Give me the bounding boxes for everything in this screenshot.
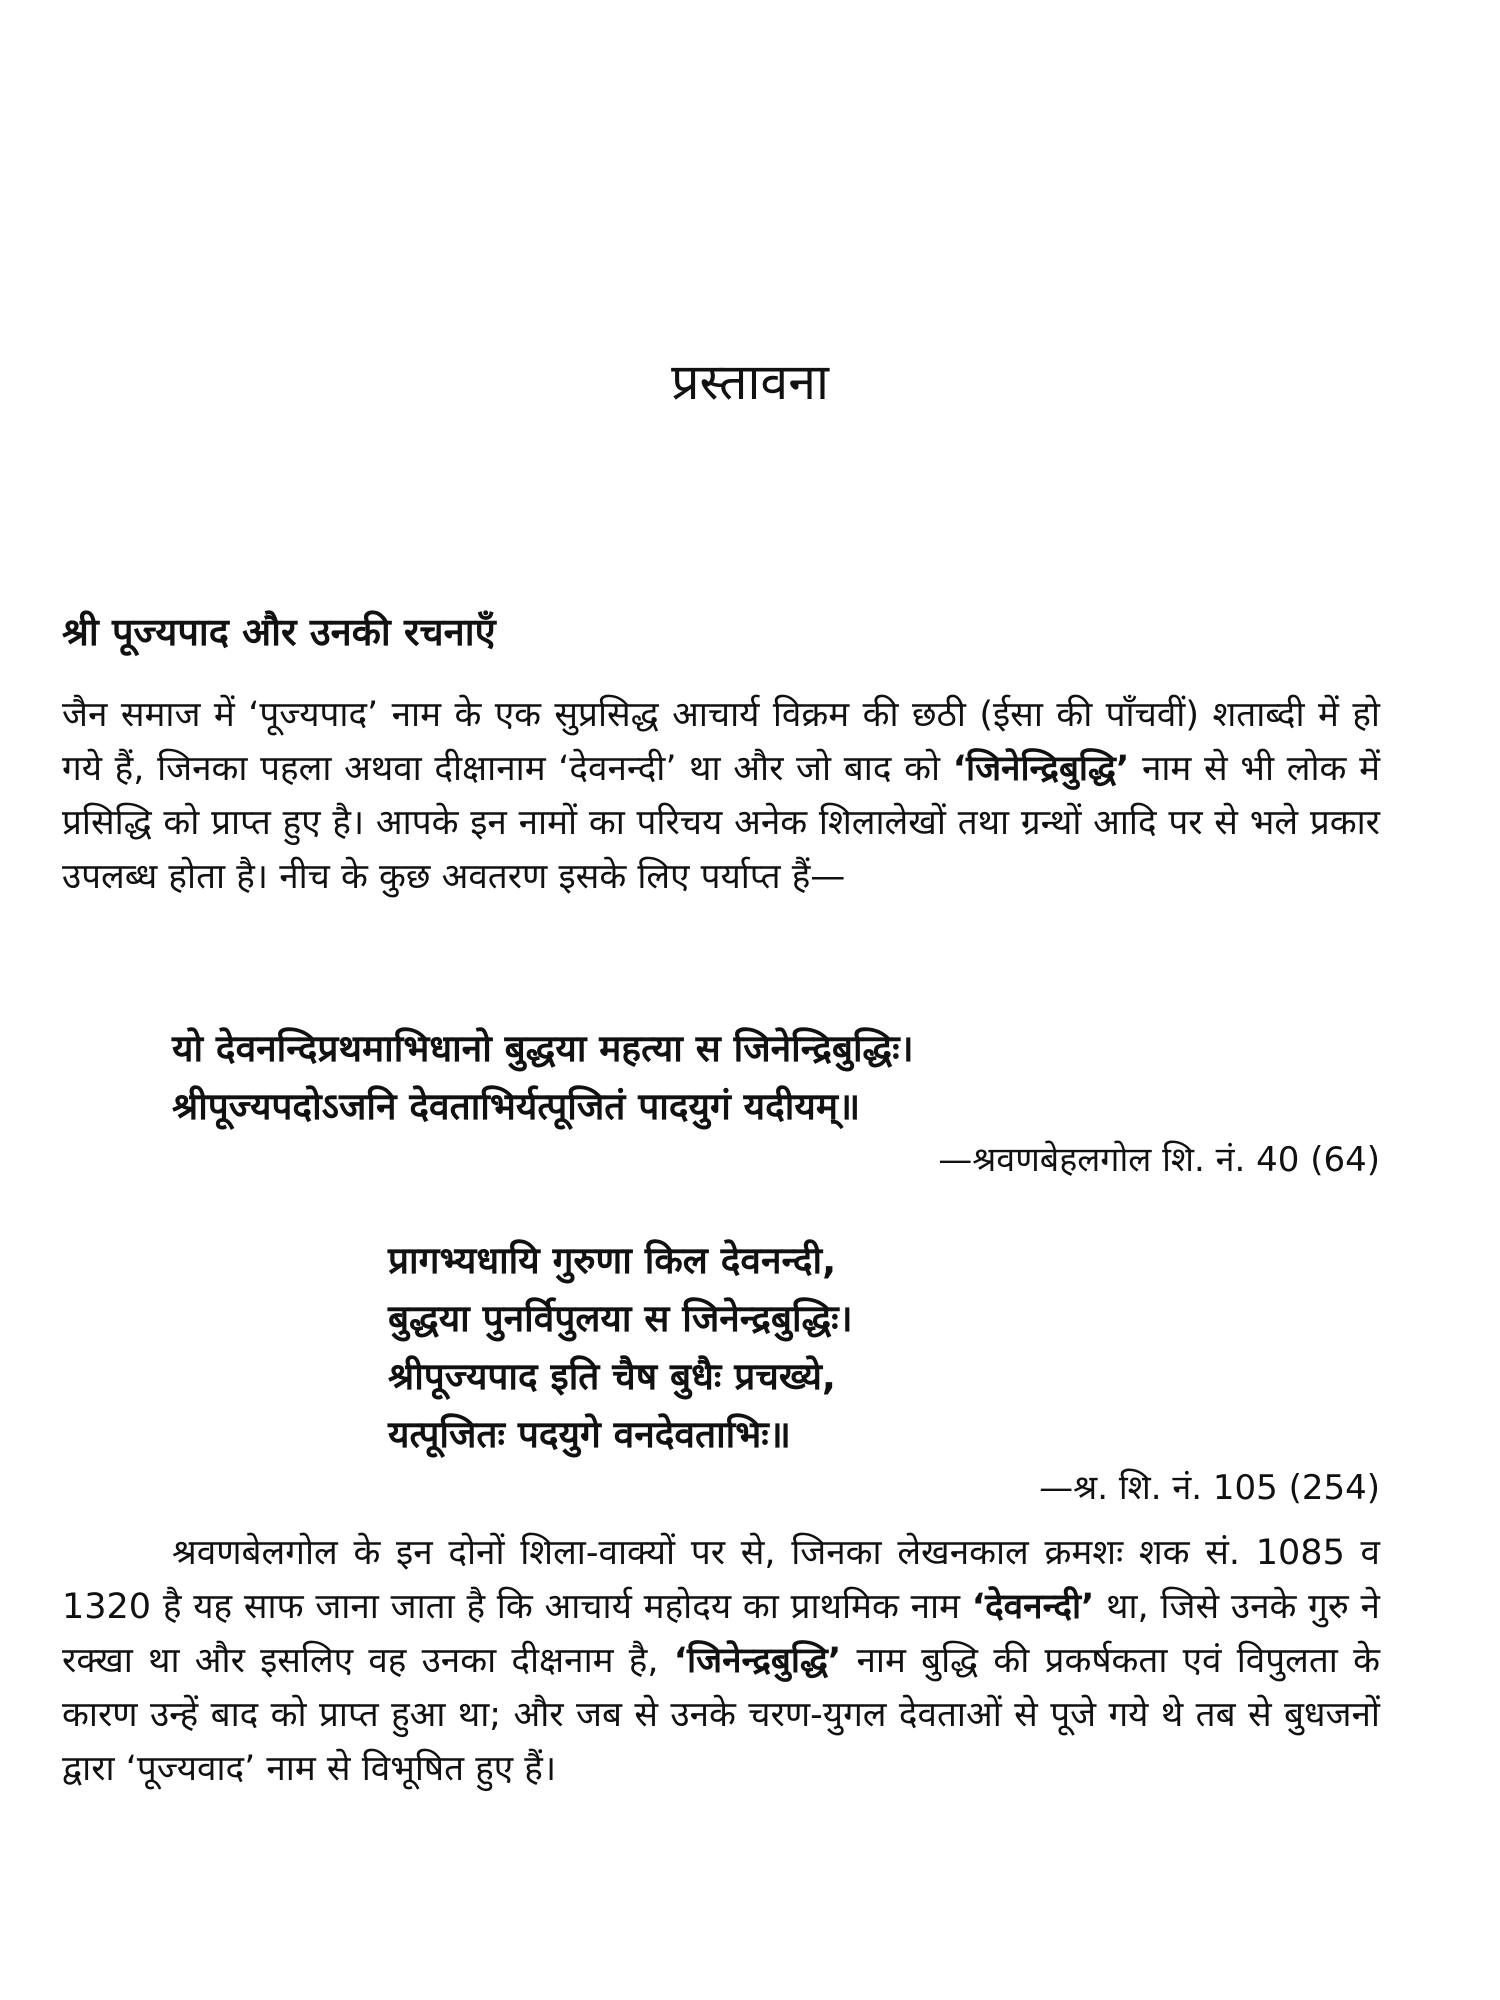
verse-line: श्रीपूज्यपाद इति चैष बुधैः प्रचख्ये, — [388, 1355, 836, 1398]
verse-citation: —श्र. शि. नं. 105 (254) — [1039, 1468, 1380, 1508]
analysis-paragraph — [62, 1526, 1380, 1796]
bold-name: ‘देवनन्दी’ — [971, 1587, 1095, 1627]
verse-citation: —श्रवणबेहलगोल शि. नं. 40 (64) — [938, 1140, 1380, 1180]
paragraph-text: था, जिसे उनके गुरु ने रक्खा था और इसलिए वह उनका दीक्षनाम है, — [62, 1587, 1380, 1681]
verse-line: श्रीपूज्यपदोऽजनि देवताभिर्यत्पूजितं पादयुगं यदीयम्॥ — [172, 1085, 861, 1128]
paragraph-text: नाम से भी लोक में प्रसिद्धि को प्राप्त हुए है। आपके इन नामों का परिचय अनेक शिलालेखों तथा ग्रन्थों आदि पर से भले प्रकार उपलब्ध होता है। नीच के कुछ अवतरण इसके लिए पर्याप्त हैं— — [62, 749, 1381, 897]
verse-line: यो देवनन्दिप्रथमाभिधानो बुद्धया महत्या स जिनेन्द्रिबुद्धिः। — [172, 1027, 914, 1070]
bold-name: ‘जिनेन्द्रबुद्धि’ — [673, 1641, 842, 1681]
paragraph-text: श्रवणबेलगोल के इन दोनों शिला-वाक्यों पर से, जिनका लेखनकाल क्रमशः शक सं. 1085 व 1320 है यह साफ जाना जाता है कि आचार्य महोदय का प्राथमिक नाम — [62, 1533, 1380, 1627]
verse-block — [172, 1020, 914, 1136]
section-heading: श्री पूज्यपाद और उनकी रचनाएँ — [62, 610, 496, 654]
bold-name: ‘जिनेन्द्रिबुद्धि’ — [952, 749, 1130, 789]
page-title: प्रस्तावना — [671, 353, 829, 411]
paragraph-text: जैन समाज में ‘पूज्यपाद’ नाम के एक सुप्रसिद्ध आचार्य विक्रम की छठी (ईसा की पाँचवीं) शताब्दी में हो गये हैं, जिनका पहला अथवा दीक्षानाम ‘देवनन्दी’ था और जो बाद को — [62, 695, 1380, 789]
verse-block — [388, 1232, 853, 1464]
verse-line: प्रागभ्यधायि गुरुणा किल देवनन्दी, — [388, 1239, 837, 1282]
paragraph-text: नाम बुद्धि की प्रकर्षकता एवं विपुलता के कारण उन्हें बाद को प्राप्त हुआ था; और जब से उनके चरण-युगल देवताओं से पूजे गये थे तब से बुधजनों द्वारा ‘पूज्यवाद’ नाम से विभूषित हुए हैं। — [62, 1641, 1380, 1789]
verse-line: यत्पूजितः पदयुगे वनदेवताभिः॥ — [388, 1413, 791, 1456]
intro-paragraph — [62, 688, 1380, 904]
verse-line: बुद्धया पुनर्विपुलया स जिनेन्द्रबुद्धिः। — [388, 1297, 853, 1340]
